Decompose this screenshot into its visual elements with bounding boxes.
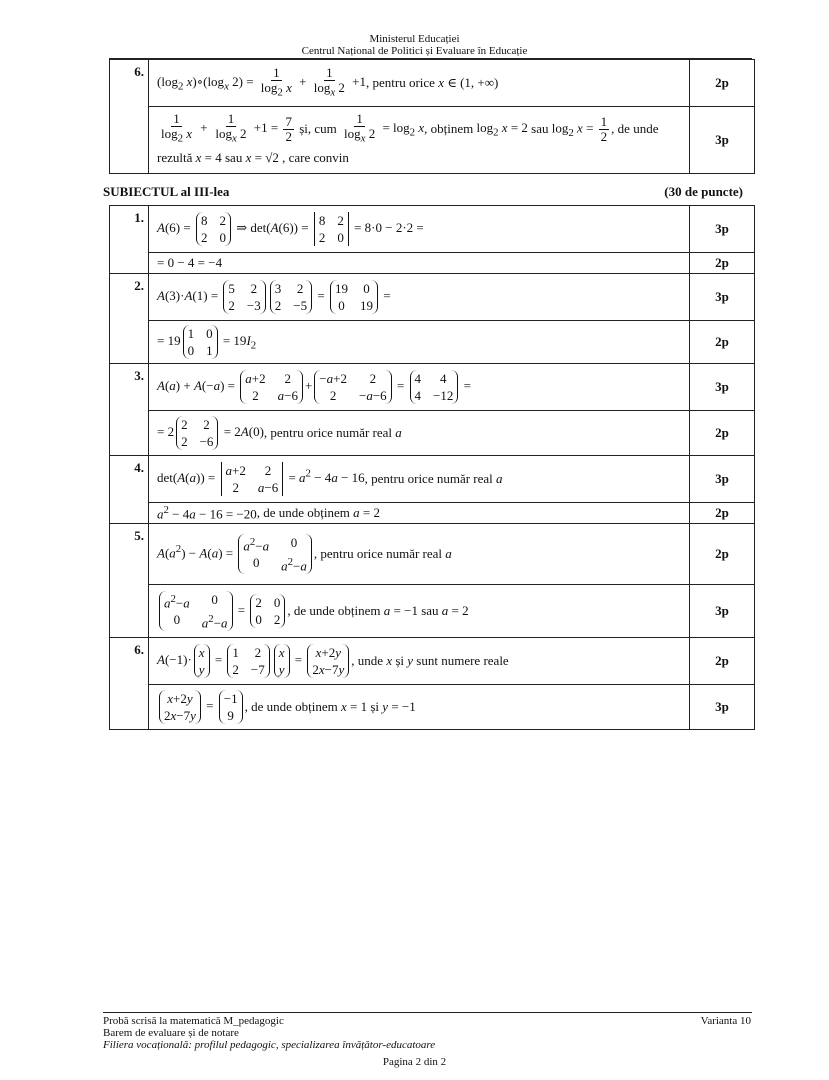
points-label: 3p (715, 699, 729, 714)
header-ministry: Ministerul Educației (369, 33, 460, 45)
footer-variant: Varianta 10 (700, 1015, 751, 1027)
footer-exam: Probă scrisă la matematică M_pedagogic (103, 1015, 284, 1027)
item-number: 1. (110, 206, 149, 274)
item-number: 2. (110, 274, 149, 364)
solution-line: A(a) + A(−a) = a+2 2 2 a−6 + −a+2 2 2 −a−6 = 4 4 4 −12 = (157, 371, 471, 403)
solution-line: = 19 1 0 0 1 = $19I_2$ (157, 326, 257, 358)
section-title: SUBIECTUL al III-lea (103, 184, 230, 199)
points-label: 3p (715, 603, 729, 618)
points-label: 3p (715, 132, 729, 147)
solution-line: $a^2-a$ 0 0 $a^2-a$ = 2 0 0 2 , de unde obținem a = −1 sau a = 2 (149, 585, 689, 637)
points-label: 2p (715, 334, 729, 349)
footer-filiera: Filiera vocațională: profilul pedagogic, specializarea învățător-educatoare (103, 1039, 436, 1051)
points-label: 2p (715, 75, 729, 90)
solution-line: det(A(a)) = a+2 2 2 a−6 = $a^2 - 4a - 16$ , pentru orice număr real a (157, 463, 503, 495)
section-points: (30 de puncte) (664, 184, 743, 199)
solution-line: = 2 2 2 2 −6 = 2A(0) , pentru orice număr real a (157, 417, 402, 449)
item-number: 5. (110, 524, 149, 638)
subject-three-table (109, 205, 755, 730)
item-number: 6. (110, 638, 149, 730)
item-number: 3. (110, 364, 149, 456)
footer-barem: Barem de evaluare și de notare (103, 1027, 239, 1039)
solution-line: $a^2 - 4a - 16 = -20$ , de unde obținem a = 2 (157, 503, 381, 522)
item-number: 4. (110, 456, 149, 524)
points-label: 3p (715, 221, 729, 236)
item-number: 6. (110, 60, 149, 174)
points-label: 2p (715, 546, 729, 561)
solution-line: = 0 − 4 = −4 (157, 255, 223, 270)
solution-line: $\frac{1}{\log_2 x}$ + $\frac{1}{\log_x 2}$ +1 = $\frac{7}{2}$ și, cum $\frac{1}{\log_x 2}$ = $\log_2 x$ , obținem $\log_2 x = 2$ sau $\log_2 x$ = $\frac{1}{2}$ , de unde rezultă x = 4 sau x = √2 , care convin (157, 111, 659, 165)
points-label: 2p (715, 505, 729, 520)
footer-page: Pagina 2 din 2 (382, 1056, 447, 1068)
solution-line: x+2y 2x−7y = −1 9 , de unde obținem x = 1 și y = −1 (149, 685, 689, 729)
solution-line: A(3)·A(1) = 5 2 2 −3 3 2 2 −5 = 19 0 0 19 = (157, 281, 391, 313)
footer-rule (103, 1012, 752, 1013)
prev-item-table (109, 59, 755, 174)
points-label: 3p (715, 471, 729, 486)
solution-line: A(−1)· x y = 1 2 2 −7 x y = x+2y 2x−7y , unde x și y sunt numere reale (157, 645, 509, 677)
solution-line: $A(a^2) - A(a)$ = $a^2-a$ 0 0 $a^2-a$ , pentru orice număr real a (157, 534, 452, 574)
header-center: Centrul Național de Politici și Evaluare în Educație (301, 45, 528, 57)
points-label: 2p (715, 653, 729, 668)
solution-line: A(6) = 8 2 2 0 ⇒ det(A(6)) = 8 2 2 0 = 8·0 − 2·2 = (157, 213, 424, 245)
solution-line: ($\log_2$ $x)\circ(\log_x$ 2) = $\frac{1}{\log_2 x}$ + $\frac{1}{\log_x 2}$ +1 , pentru orice x ∈ (1, +∞) (157, 65, 499, 99)
points-label: 3p (715, 379, 729, 394)
points-label: 2p (715, 255, 729, 270)
points-label: 3p (715, 289, 729, 304)
points-label: 2p (715, 425, 729, 440)
